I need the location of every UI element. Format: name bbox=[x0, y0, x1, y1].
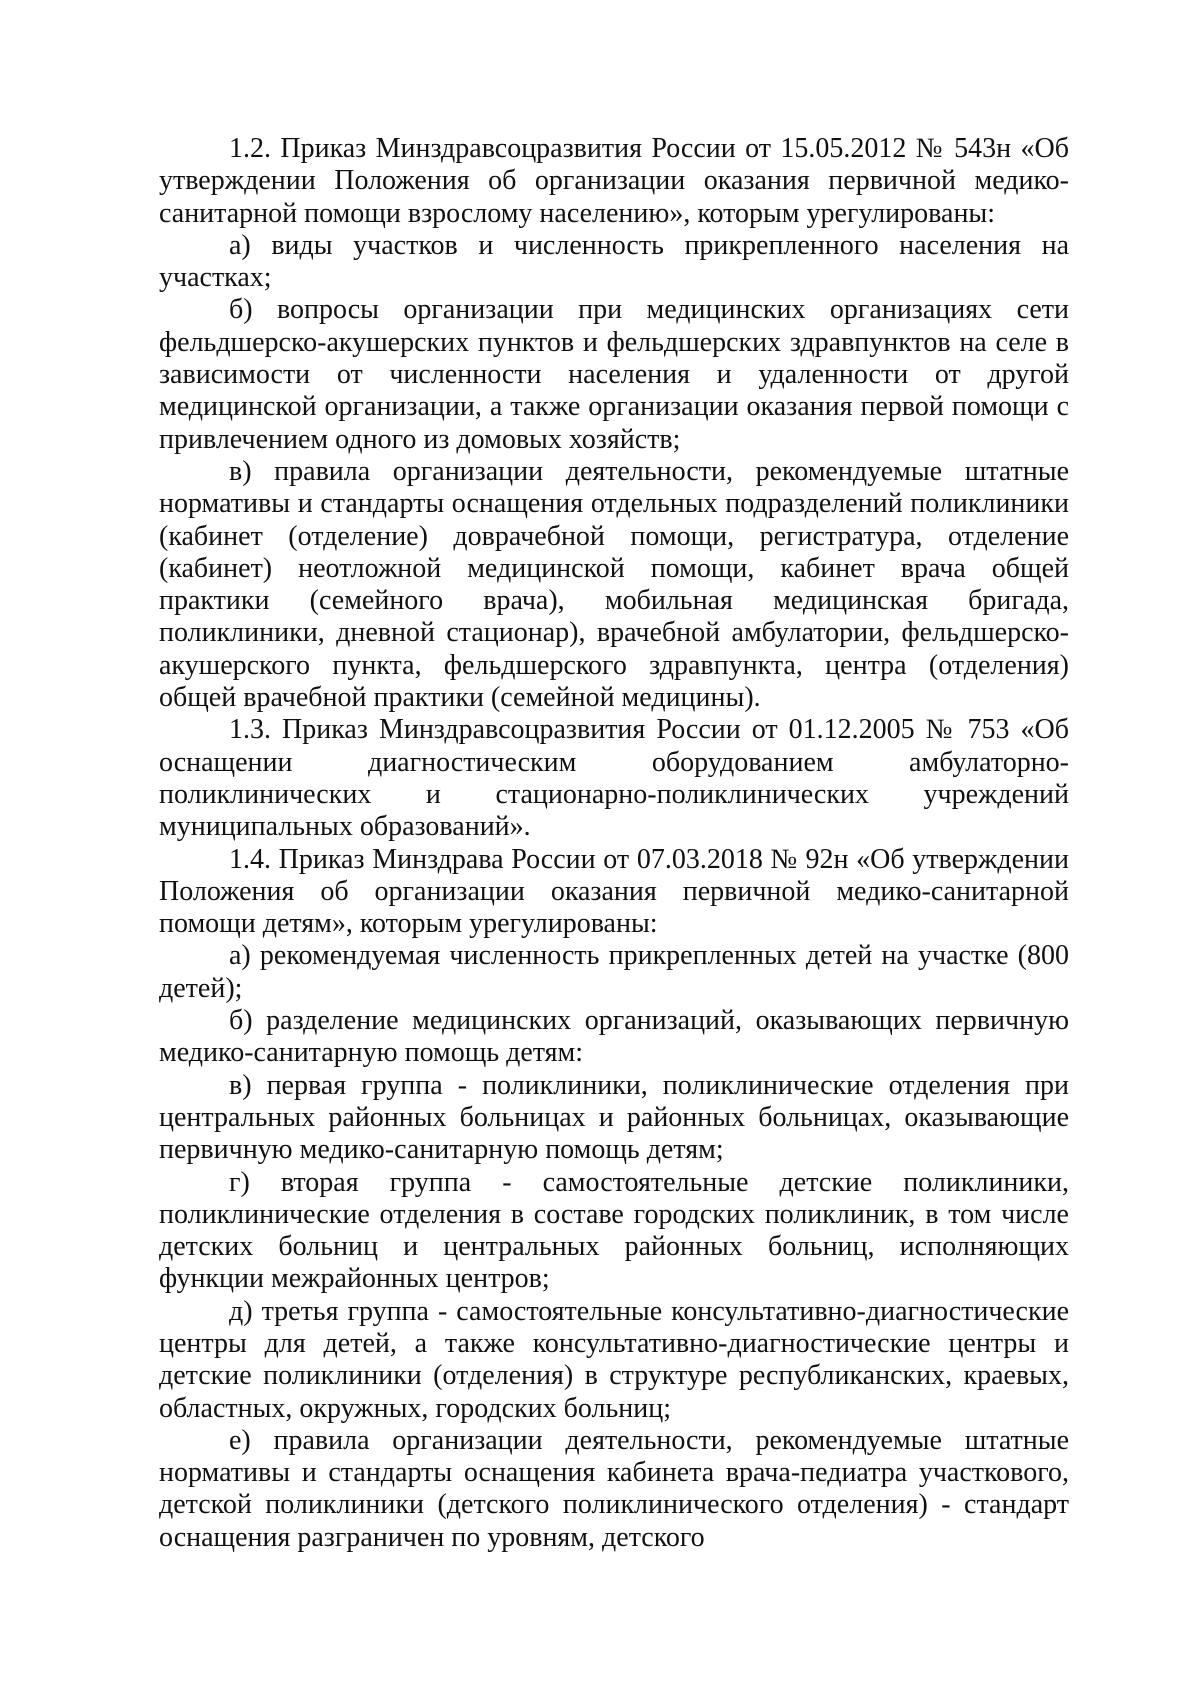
paragraph-1-2-a: а) виды участков и численность прикрепленного населения на участках; bbox=[159, 229, 1069, 294]
document-page bbox=[159, 133, 1069, 1554]
paragraph-1-4-d: д) третья группа - самостоятельные консультативно-диагностические центры для детей, а также консультативно-диагностические центры и детские поликлиники (отделения) в структуре республиканских, краевых, областных, окружных, городских больниц; bbox=[159, 1295, 1069, 1424]
paragraph-1-4: 1.4. Приказ Минздрава России от 07.03.2018 № 92н «Об утверждении Положения об организации оказания первичной медико-санитарной помощи детям», которым урегулированы: bbox=[159, 843, 1069, 940]
paragraph-1-2-v: в) правила организации деятельности, рекомендуемые штатные нормативы и стандарты оснащения отдельных подразделений поликлиники (кабинет (отделение) доврачебной помощи, регистратура, отделение (кабинет) неотложной медицинской помощи, кабинет врача общей практики (семейного врача), мобильная медицинская бригада, поликлиники, дневной стационар), врачебной амбулатории, фельдшерско-акушерского пункта, фельдшерского здравпункта, центра (отделения) общей врачебной практики (семейной медицины). bbox=[159, 455, 1069, 714]
paragraph-1-2-b: б) вопросы организации при медицинских организациях сети фельдшерско-акушерских пунктов и фельдшерских здравпунктов на селе в зависимости от численности населения и удаленности от другой медицинской организации, а также организации оказания первой помощи с привлечением одного из домовых хозяйств; bbox=[159, 294, 1069, 455]
paragraph-1-2: 1.2. Приказ Минздравсоцразвития России от 15.05.2012 № 543н «Об утверждении Положения об организации оказания первичной медико-санитарной помощи взрослому населению», которым урегулированы: bbox=[159, 133, 1069, 229]
paragraph-1-4-b: б) разделение медицинских организаций, оказывающих первичную медико-санитарную помощь детям: bbox=[159, 1005, 1069, 1069]
paragraph-1-4-v: в) первая группа - поликлиники, поликлинические отделения при центральных районных больницах и районных больницах, оказывающие первичную медико-санитарную помощь детям; bbox=[159, 1069, 1069, 1166]
paragraph-1-4-g: г) вторая группа - самостоятельные детские поликлиники, поликлинические отделения в составе городских поликлиник, в том числе детских больниц и центральных районных больниц, исполняющих функции межрайонных центров; bbox=[159, 1166, 1069, 1295]
paragraph-1-3: 1.3. Приказ Минздравсоцразвития России от 01.12.2005 № 753 «Об оснащении диагностическим оборудованием амбулаторно-поликлинических и стационарно-поликлинических учреждений муниципальных образований». bbox=[159, 714, 1069, 843]
paragraph-1-4-e: е) правила организации деятельности, рекомендуемые штатные нормативы и стандарты оснащения кабинета врача-педиатра участкового, детской поликлиники (детского поликлинического отделения) - стандарт оснащения разграничен по уровням, детского bbox=[159, 1424, 1069, 1553]
paragraph-1-4-a: а) рекомендуемая численность прикрепленных детей на участке (800 детей); bbox=[159, 940, 1069, 1004]
